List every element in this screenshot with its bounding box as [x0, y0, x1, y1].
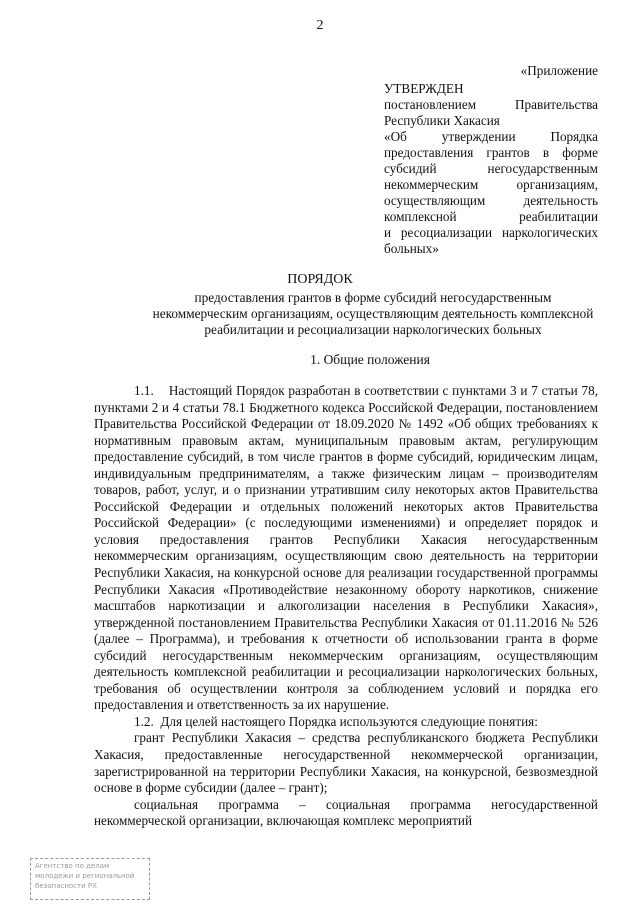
decree-line: и ресоциализации наркологических — [384, 225, 598, 240]
stamp-line: безопасности РХ — [35, 882, 97, 890]
decree-line: предоставления грантов в форме — [384, 145, 598, 160]
decree-line: некоммерческим организациям, — [384, 177, 598, 192]
decree-line: «Об утверждении Порядка — [384, 129, 598, 144]
approved-label: УТВЕРЖДЕН — [384, 81, 464, 96]
decree-line: постановлением Правительства — [384, 97, 598, 112]
paragraph-1-1: 1.1. Настоящий Порядок разработан в соответствии с пунктами 3 и 7 статьи 78, пунктами 2 и 4 статьи 78.1 Бюджетного кодекса Российской Федерации, постановлением Правительства Российской Федерации от 18.09.2020 № 1492 «Об общих требованиях к нормативным правовым актам, муниципальным правовым актам, регулирующим предоставление субсидий, в том числе грантов в форме субсидий, юридическим лицам, индивидуальным предпринимателям, а также физическим лицам – производителям товаров, работ, услуг, и о признании утратившим силу некоторых актов Правительства Российской Федерации и отдельных положений некоторых актов Правительства Российской Федерации» (с последующими изменениями) и определяет порядок и условия предоставления грантов Республики Хакасия негосударственным некоммерческим организациям, осуществляющим свою деятельность на территории Республики Хакасия, на конкурсной основе для реализации государственной программы Республики Хакасия «Противодействие незаконному обороту наркотиков, снижение масштабов наркотизации и алкоголизации населения в Республики Хакасия», утвержденной постановлением Правительства Республики Хакасия от 01.11.2016 № 526 (далее – Программа), и требования к отчетности об использовании гранта в форме субсидий негосударственным некоммерческим организациям, осуществляющим деятельность комплексной реабилитации и ресоциализации наркологических больных, требования об осуществлении контроля за соблюдением условий и порядка его предоставления и ответственность за их нарушение. — [94, 383, 598, 713]
decree-line: Республики Хакасия — [384, 113, 500, 128]
paragraph-definition-program: социальная программа – социальная программа негосударственной некоммерческой организации, включающая комплекс мероприятий — [94, 796, 598, 829]
decree-line: осуществляющим деятельность — [384, 193, 598, 208]
paragraph-definition-grant: грант Республики Хакасия – средства республиканского бюджета Республики Хакасия, предоставленные негосударственной некоммерческой организации, зарегистрированной на территории Республики Хакасия, на конкурсной, безвозмездной основе в форме субсидии (далее – грант); — [94, 730, 598, 796]
registration-stamp — [30, 858, 150, 900]
page-number: 2 — [316, 18, 324, 33]
section-heading: 1. Общие положения — [310, 352, 430, 367]
document-body — [94, 383, 598, 830]
decree-line: субсидий негосударственным — [384, 161, 598, 176]
stamp-line: Агентство по делам — [35, 862, 110, 870]
document-subtitle: предоставления грантов в форме субсидий негосударственным некоммерческим организациям, осуществляющим деятельность комплексной реабилитации и ресоциализации наркологических больных — [152, 290, 594, 337]
appendix-label: «Приложение — [520, 63, 598, 78]
decree-line: больных» — [384, 241, 439, 256]
approval-block — [384, 63, 598, 257]
stamp-line: молодежи и региональной — [35, 872, 135, 880]
decree-line: комплексной реабилитации — [384, 209, 598, 224]
paragraph-1-2: 1.2. Для целей настоящего Порядка используются следующие понятия: — [134, 713, 538, 729]
document-title: ПОРЯДОК — [287, 272, 353, 287]
